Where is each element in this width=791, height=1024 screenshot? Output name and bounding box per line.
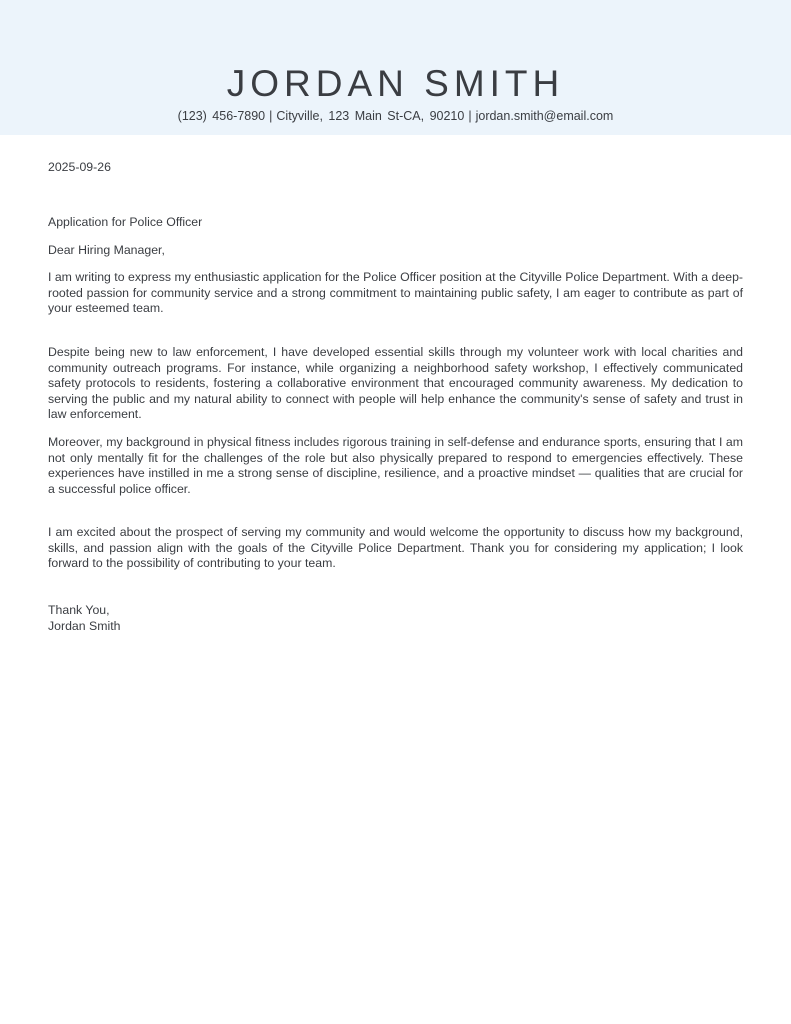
contact-separator: | bbox=[269, 109, 273, 123]
contact-address: Cityville, 123 Main St-CA, 90210 bbox=[276, 109, 465, 123]
letter-subject: Application for Police Officer bbox=[48, 215, 203, 229]
contact-phone: (123) 456-7890 bbox=[177, 109, 266, 123]
contact-separator: | bbox=[468, 109, 472, 123]
letter-closing: Thank You, bbox=[48, 603, 110, 617]
letter-paragraph-2: Despite being new to law enforcement, I have developed essential skills through my volunteer work with local charities and community outreach programs. For instance, while organizing a neighborhood safety workshop, I effectively communicated safety protocols to residents, fostering a collaborative environment that encouraged community awareness. My dedication to serving the public and my natural ability to connect with people will help enhance the community's sense of safety and trust in law enforcement. bbox=[48, 345, 743, 421]
applicant-name: JORDAN SMITH bbox=[226, 63, 565, 104]
letter-signer: Jordan Smith bbox=[48, 619, 121, 633]
letter-date: 2025-09-26 bbox=[48, 160, 111, 174]
letter-paragraph-3: Moreover, my background in physical fitness includes rigorous training in self-defense and endurance sports, ensuring that I am not only mentally fit for the challenges of the role but also physically prepared to respond to emergencies effectively. These experiences have instilled in me a strong sense of discipline, resilience, and a proactive mindset — qualities that are crucial for a successful police officer. bbox=[48, 435, 743, 496]
letter-paragraph-1: I am writing to express my enthusiastic application for the Police Officer position at the Cityville Police Department. With a deep-rooted passion for community service and a strong commitment to maintaining public safety, I am eager to contribute as part of your esteemed team. bbox=[48, 270, 743, 315]
header-banner bbox=[0, 0, 791, 135]
contact-email: jordan.smith@email.com bbox=[475, 109, 614, 123]
letter-salutation: Dear Hiring Manager, bbox=[48, 243, 165, 257]
letter-paragraph-4: I am excited about the prospect of serving my community and would welcome the opportunity to discuss how my background, skills, and passion align with the goals of the Cityville Police Department. Thank you for considering my application; I look forward to the possibility of contributing to your team. bbox=[48, 525, 743, 570]
contact-line bbox=[0, 108, 791, 124]
